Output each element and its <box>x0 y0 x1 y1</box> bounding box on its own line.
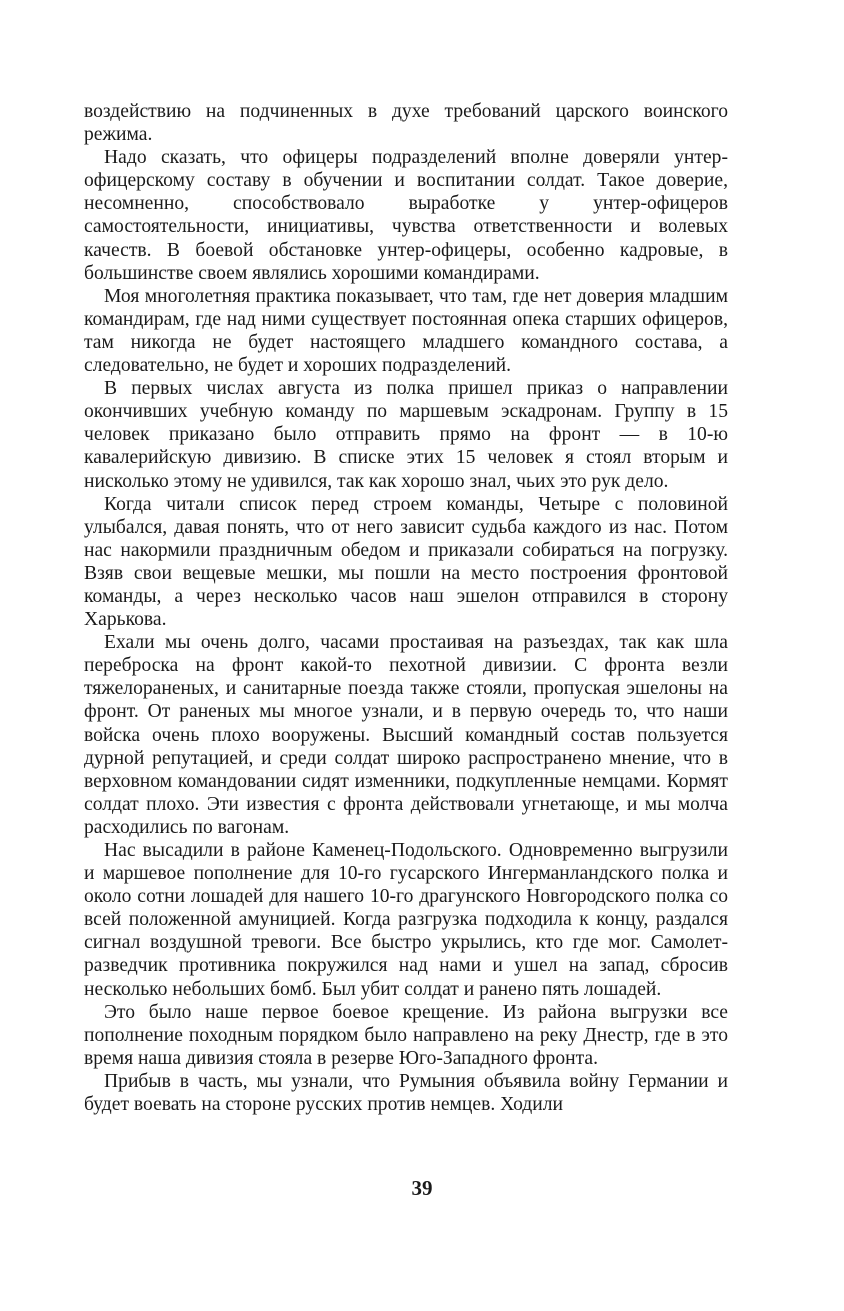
paragraph-4: В первых числах августа из полка пришел приказ о направлении окончивших учебную команду по маршевым эскадронам. Группу в 15 человек приказано было отправить прямо на фронт — в 10-ю кавалерийскую дивизию. В списке этих 15 человек я стоял вторым и нисколько этому не удивился, так как хорошо знал, чьих это рук дело. <box>84 378 728 492</box>
page-body <box>84 100 728 1116</box>
paragraph-6: Ехали мы очень долго, часами простаивая на разъездах, так как шла переброска на фронт какой-то пехотной дивизии. С фронта везли тяжелораненых, и санитарные поезда также стояли, пропуская эшелоны на фронт. От раненых мы многое узнали, и в первую очередь то, что наши войска очень плохо вооружены. Высший командный состав пользуется дурной репутацией, и среди солдат широко распространено мнение, что в верховном командовании сидят изменники, подкупленные немцами. Кормят солдат плохо. Эти известия с фронта действовали угнетающе, и мы молча расходились по вагонам. <box>84 632 728 838</box>
page-number: 39 <box>411 1176 433 1200</box>
paragraph-7: Нас высадили в районе Каменец-Подольского. Одновременно выгрузили и маршевое пополнение для 10-го гусарского Ингерманландского полка и около сотни лошадей для нашего 10-го драгунского Новгородского полка со всей положенной амуницией. Когда разгрузка подходила к концу, раздался сигнал воздушной тревоги. Все быстро укрылись, кто где мог. Самолет-разведчик противника покружился над нами и ушел на запад, сбросив несколько небольших бомб. Был убит солдат и ранено пять лошадей. <box>84 840 728 1000</box>
paragraph-5: Когда читали список перед строем команды, Четыре с половиной улыбался, давая понять, что от него зависит судьба каждого из нас. Потом нас накормили праздничным обедом и приказали собираться на погрузку. Взяв свои вещевые мешки, мы пошли на место построения фронтовой команды, а через несколько часов наш эшелон отправился в сторону Харькова. <box>84 493 728 631</box>
paragraph-1: воздействию на подчиненных в духе требований царского воинского режима. <box>84 101 728 146</box>
paragraph-2: Надо сказать, что офицеры подразделений вполне доверяли унтер-офицерскому составу в обучении и воспитании солдат. Такое доверие, несомненно, способствовало выработке у унтер-офицеров самостоятельности, инициативы, чувства ответственности и волевых качеств. В боевой обстановке унтер-офицеры, особенно кадровые, в большинстве своем являлись хорошими командирами. <box>84 147 728 284</box>
paragraph-9: Прибыв в часть, мы узнали, что Румыния объявила войну Германии и будет воевать на стороне русских против немцев. Ходили <box>84 1070 728 1116</box>
paragraph-3: Моя многолетняя практика показывает, что там, где нет доверия младшим командирам, где над ними существует постоянная опека старших офицеров, там никогда не будет настоящего младшего командного состава, а следовательно, не будет и хороших подразделений. <box>84 285 728 377</box>
paragraph-8: Это было наше первое боевое крещение. Из района выгрузки все пополнение походным порядком было направлено на реку Днестр, где в это время наша дивизия стояла в резерве Юго-Западного фронта. <box>84 1001 728 1069</box>
